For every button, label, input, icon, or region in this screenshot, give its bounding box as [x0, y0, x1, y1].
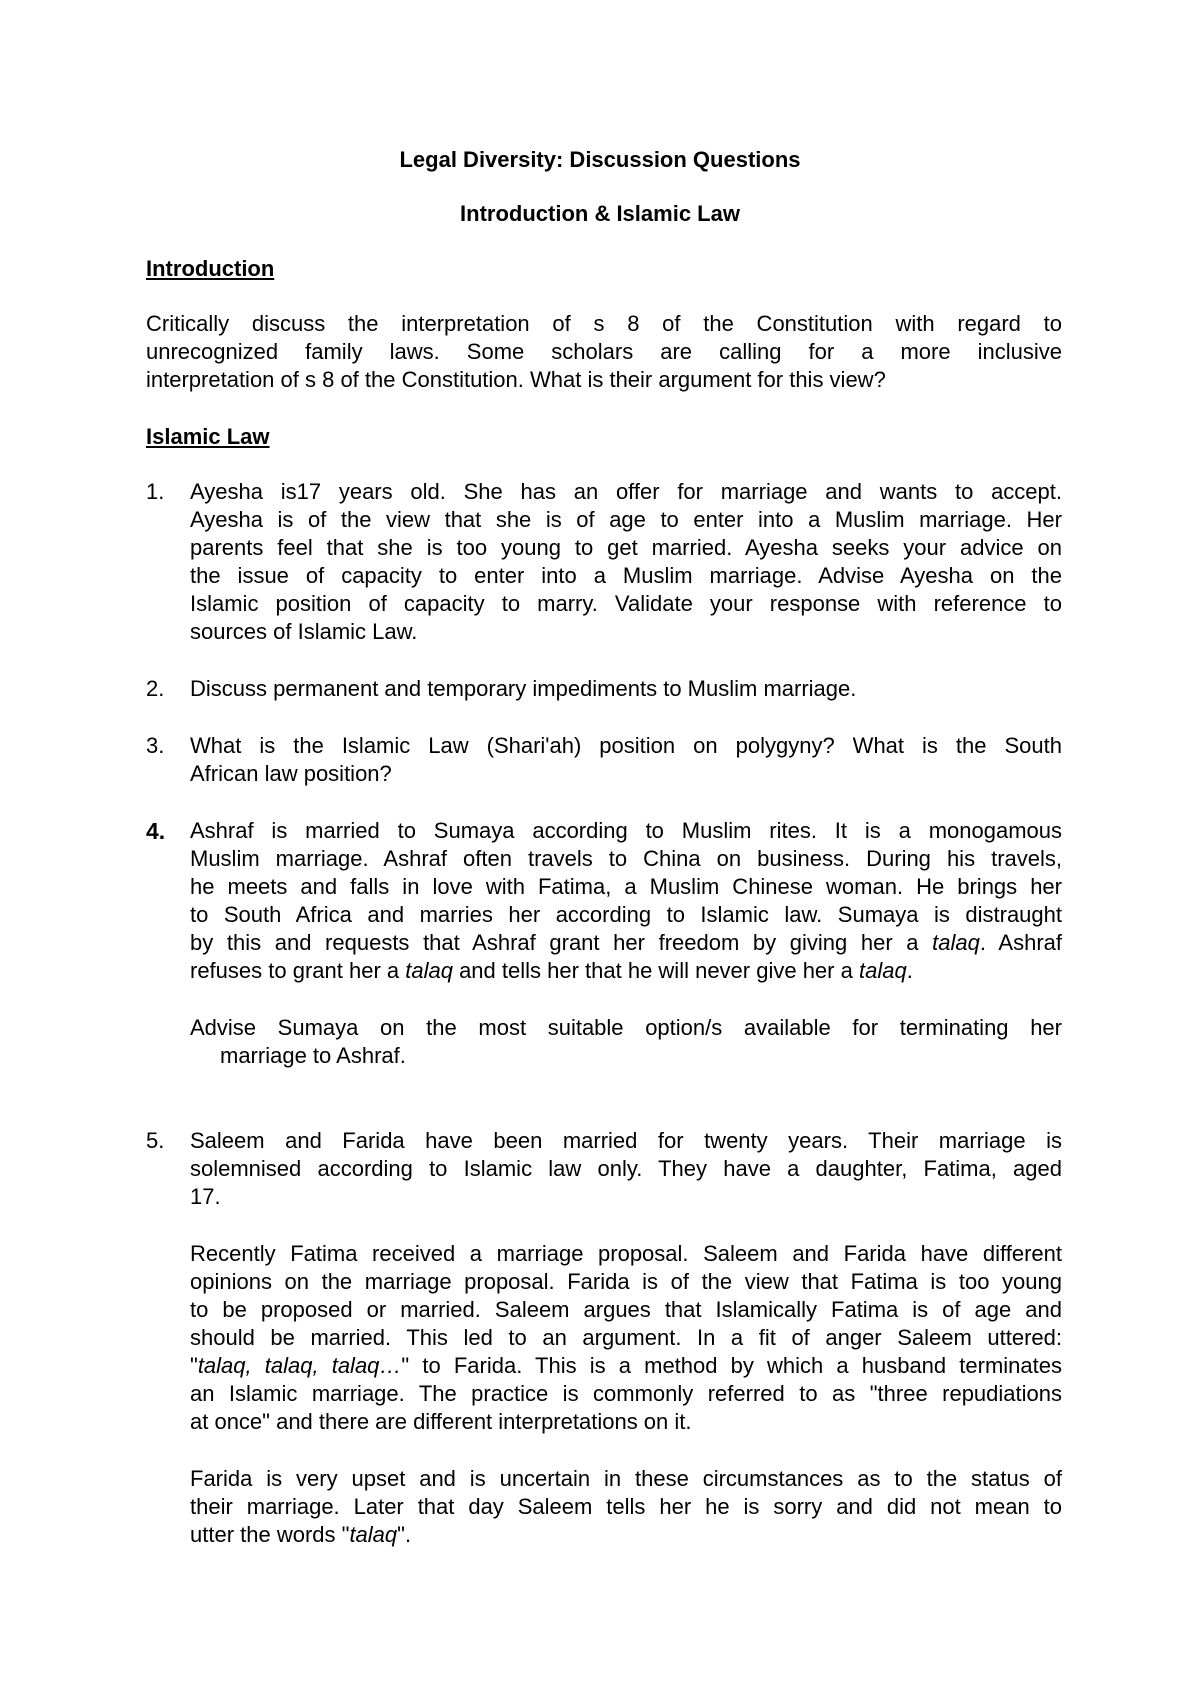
question-text: and tells her that he will never give her a: [452, 958, 859, 983]
document-subtitle: Introduction & Islamic Law: [460, 201, 740, 226]
question-line: the issue of capacity to enter into a Muslim marriage. Advise Ayesha on the: [190, 563, 1062, 588]
question-text: refuses to grant her a: [190, 958, 406, 983]
talaq-term: talaq: [405, 958, 453, 983]
question-line: to South Africa and marries her according to Islamic law. Sumaya is distraught: [190, 902, 1062, 927]
paragraph-text: ".: [397, 1522, 412, 1547]
paragraph-line: Farida is very upset and is uncertain in these circumstances as to the status of: [190, 1466, 1062, 1491]
islamic-law-heading: Islamic Law: [146, 424, 270, 449]
question-number: 2.: [146, 676, 165, 701]
document-title: Legal Diversity: Discussion Questions: [399, 147, 801, 172]
question-text: .: [906, 958, 913, 983]
question-number: 5.: [146, 1128, 165, 1153]
question-number: 3.: [146, 733, 165, 758]
question-line: African law position?: [190, 761, 392, 786]
paragraph-line: opinions on the marriage proposal. Farida is of the view that Fatima is too young: [190, 1269, 1062, 1294]
introduction-line: Critically discuss the interpretation of s 8 of the Constitution with regard to: [146, 311, 1062, 336]
question-line: Ayesha is of the view that she is of age to enter into a Muslim marriage. Her: [190, 507, 1062, 532]
introduction-line: interpretation of s 8 of the Constitution. What is their argument for this view?: [146, 367, 886, 392]
paragraph-line: should be married. This led to an argument. In a fit of anger Saleem uttered:: [190, 1325, 1062, 1350]
introduction-line: unrecognized family laws. Some scholars are calling for a more inclusive: [146, 339, 1062, 364]
question-line: Discuss permanent and temporary impediments to Muslim marriage.: [190, 676, 857, 701]
advise-line: Advise Sumaya on the most suitable option/s available for terminating her: [190, 1015, 1062, 1040]
paragraph-text: ": [190, 1353, 198, 1378]
advise-line: marriage to Ashraf.: [220, 1043, 406, 1068]
paragraph-line: at once" and there are different interpretations on it.: [190, 1409, 692, 1434]
question-line: Ashraf is married to Sumaya according to Muslim rites. It is a monogamous: [190, 818, 1062, 843]
question-number: 4.: [146, 818, 166, 844]
question-text: by this and requests that Ashraf grant her freedom by giving her a: [190, 930, 933, 955]
talaq-term: talaq: [858, 958, 907, 983]
question-line: parents feel that she is too young to get married. Ayesha seeks your advice on: [190, 535, 1062, 560]
question-line: Saleem and Farida have been married for twenty years. Their marriage is: [190, 1128, 1062, 1153]
question-line: Muslim marriage. Ashraf often travels to China on business. During his travels,: [190, 846, 1062, 871]
question-line: solemnised according to Islamic law only. They have a daughter, Fatima, aged: [190, 1156, 1062, 1181]
question-text: . Ashraf: [979, 930, 1062, 955]
question-line: What is the Islamic Law (Shari'ah) position on polygyny? What is the South: [190, 733, 1062, 758]
question-line: 17.: [190, 1184, 221, 1209]
question-line: Islamic position of capacity to marry. Validate your response with reference to: [190, 591, 1062, 616]
introduction-heading: Introduction: [146, 256, 275, 281]
question-line: sources of Islamic Law.: [190, 619, 418, 644]
question-line: [190, 957, 913, 985]
talaq-term: talaq: [932, 930, 980, 955]
paragraph-text: " to Farida. This is a method by which a husband terminates: [401, 1353, 1062, 1378]
paragraph-line: an Islamic marriage. The practice is commonly referred to as "three repudiations: [190, 1381, 1062, 1406]
question-line: Ayesha is17 years old. She has an offer for marriage and wants to accept.: [190, 479, 1062, 504]
talaq-term: talaq, talaq, talaq…: [197, 1353, 402, 1378]
paragraph-line: [190, 1521, 411, 1549]
paragraph-line: to be proposed or married. Saleem argues that Islamically Fatima is of age and: [190, 1297, 1062, 1322]
question-line: he meets and falls in love with Fatima, a Muslim Chinese woman. He brings her: [190, 874, 1062, 899]
paragraph-text: utter the words ": [190, 1522, 350, 1547]
paragraph-line: their marriage. Later that day Saleem tells her he is sorry and did not mean to: [190, 1494, 1062, 1519]
question-number: 1.: [146, 479, 165, 504]
paragraph-line: [190, 1352, 1062, 1380]
question-line: [190, 929, 1062, 957]
talaq-term: talaq: [349, 1522, 398, 1547]
paragraph-line: Recently Fatima received a marriage proposal. Saleem and Farida have different: [190, 1241, 1062, 1266]
